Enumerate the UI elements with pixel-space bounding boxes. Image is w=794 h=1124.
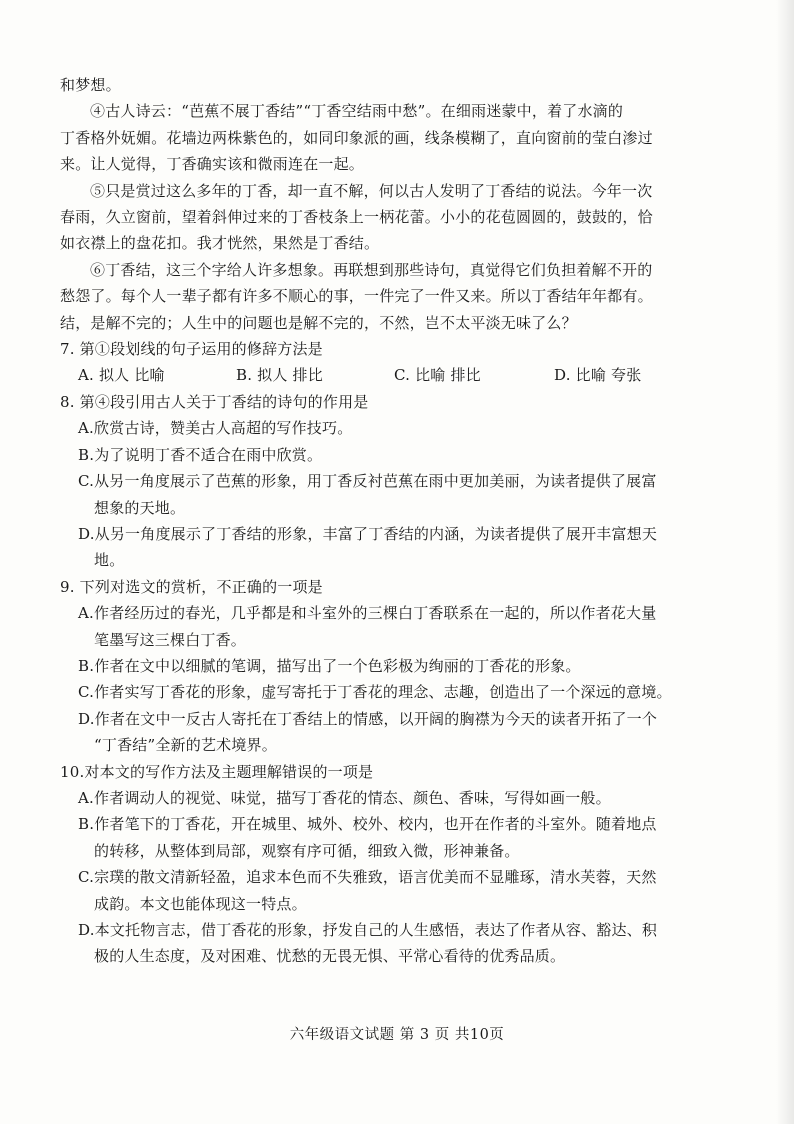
question-7	[60, 336, 760, 389]
scan-edge-shadow	[776, 0, 794, 1124]
passage-line: 如衣襟上的盘花扣。我才恍然，果然是丁香结。	[60, 234, 380, 253]
option-a: A. 拟人 比喻	[78, 366, 165, 385]
passage-line: 来。让人觉得，丁香确实该和微雨连在一起。	[60, 155, 365, 174]
option-c: C.作者实写丁香花的形象，虚写寄托于丁香花的理念、志趣，创造出了一个深远的意境。	[78, 683, 672, 702]
option-d-continued: “丁香结”全新的艺术境界。	[94, 736, 277, 755]
option-a: A.作者经历过的春光，几乎都是和斗室外的三棵白丁香联系在一起的，所以作者花大量	[78, 604, 657, 623]
option-b: B.作者在文中以细腻的笔调，描写出了一个色彩极为绚丽的丁香花的形象。	[78, 656, 581, 675]
option-b: B. 拟人 排比	[236, 366, 323, 385]
option-d: D.本文托物言志，借丁香花的形象，抒发自己的人生感悟，表达了作者从容、豁达、积	[78, 921, 658, 939]
question-10	[60, 759, 760, 970]
option-b: B.作者笔下的丁香花，开在城里、城外、校外、校内，也开在作者的斗室外。随着地点	[78, 815, 657, 834]
passage-paragraph-4: ④古人诗云：“芭蕉不展丁香结”“丁香空结雨中愁”。在细雨迷蒙中，着了水滴的	[90, 102, 624, 121]
option-c-continued: 想象的天地。	[94, 498, 186, 517]
option-d: D. 比喻 夸张	[554, 366, 642, 385]
option-d-continued: 地。	[94, 551, 125, 570]
option-a-continued: 笔墨写这三棵白丁香。	[94, 630, 247, 649]
passage-line: 春雨，久立窗前，望着斜伸过来的丁香枝条上一柄花蕾。小小的花苞圆圆的，鼓鼓的，恰	[60, 208, 653, 227]
option-c: C.宗璞的散文清新轻盈，追求本色而不失雅致，语言优美而不显雕琢，清水芙蓉，天然	[78, 868, 657, 887]
option-d: D.作者在文中一反古人寄托在丁香结上的情感，以开阔的胸襟为今天的读者开拓了一个	[78, 709, 658, 728]
passage-line: 结，是解不完的；人生中的问题也是解不完的，不然，岂不太平淡无味了么？	[60, 313, 577, 332]
option-c-continued: 成韵。本文也能体现这一特点。	[94, 894, 307, 913]
option-d-continued: 极的人生态度，及对困难、忧愁的无畏无惧、平常心看待的优秀品质。	[94, 947, 566, 966]
page-content	[60, 72, 760, 970]
option-b: B.为了说明丁香不适合在雨中欣赏。	[78, 445, 323, 464]
passage-paragraph-5: ⑤只是赏过这么多年的丁香，却一直不解，何以古人发明了丁香结的说法。今年一次	[90, 181, 653, 200]
option-a: A.作者调动人的视觉、味觉，描写丁香花的情态、颜色、香味，写得如画一般。	[78, 788, 611, 807]
option-b-continued: 的转移，从整体到局部，观察有序可循，细致入微，形神兼备。	[94, 841, 520, 860]
question-9	[60, 574, 760, 759]
option-a: A.欣赏古诗，赞美古人高超的写作技巧。	[78, 419, 353, 438]
question-8	[60, 389, 760, 574]
question-stem: 8. 第④段引用古人关于丁香结的诗句的作用是	[60, 392, 369, 411]
option-d: D.从另一角度展示了丁香结的形象，丰富了丁香结的内涵，为读者提供了展开丰富想天	[78, 524, 658, 543]
page-footer: 六年级语文试题 第 3 页 共10页	[289, 1027, 505, 1043]
option-row	[60, 362, 760, 388]
option-c: C.从另一角度展示了芭蕉的形象，用丁香反衬芭蕉在雨中更加美丽，为读者提供了展富	[78, 472, 657, 491]
passage-paragraph-6: ⑥丁香结，这三个字给人许多想象。再联想到那些诗句，真觉得它们负担着解不开的	[90, 260, 653, 279]
passage-line: 愁怨了。每个人一辈子都有许多不顺心的事，一件完了一件又来。所以丁香结年年都有。	[60, 287, 653, 306]
question-stem: 7. 第①段划线的句子运用的修辞方法是	[60, 340, 323, 359]
question-stem: 10.对本文的写作方法及主题理解错误的一项是	[60, 762, 374, 781]
question-stem: 9. 下列对选文的赏析，不正确的一项是	[60, 577, 323, 596]
option-c: C. 比喻 排比	[394, 366, 481, 385]
passage-line: 丁香格外妩媚。花墙边两株紫色的，如同印象派的画，线条模糊了，直向窗前的莹白渗过	[60, 128, 653, 147]
passage-line: 和梦想。	[60, 76, 121, 94]
reading-passage	[60, 72, 760, 336]
